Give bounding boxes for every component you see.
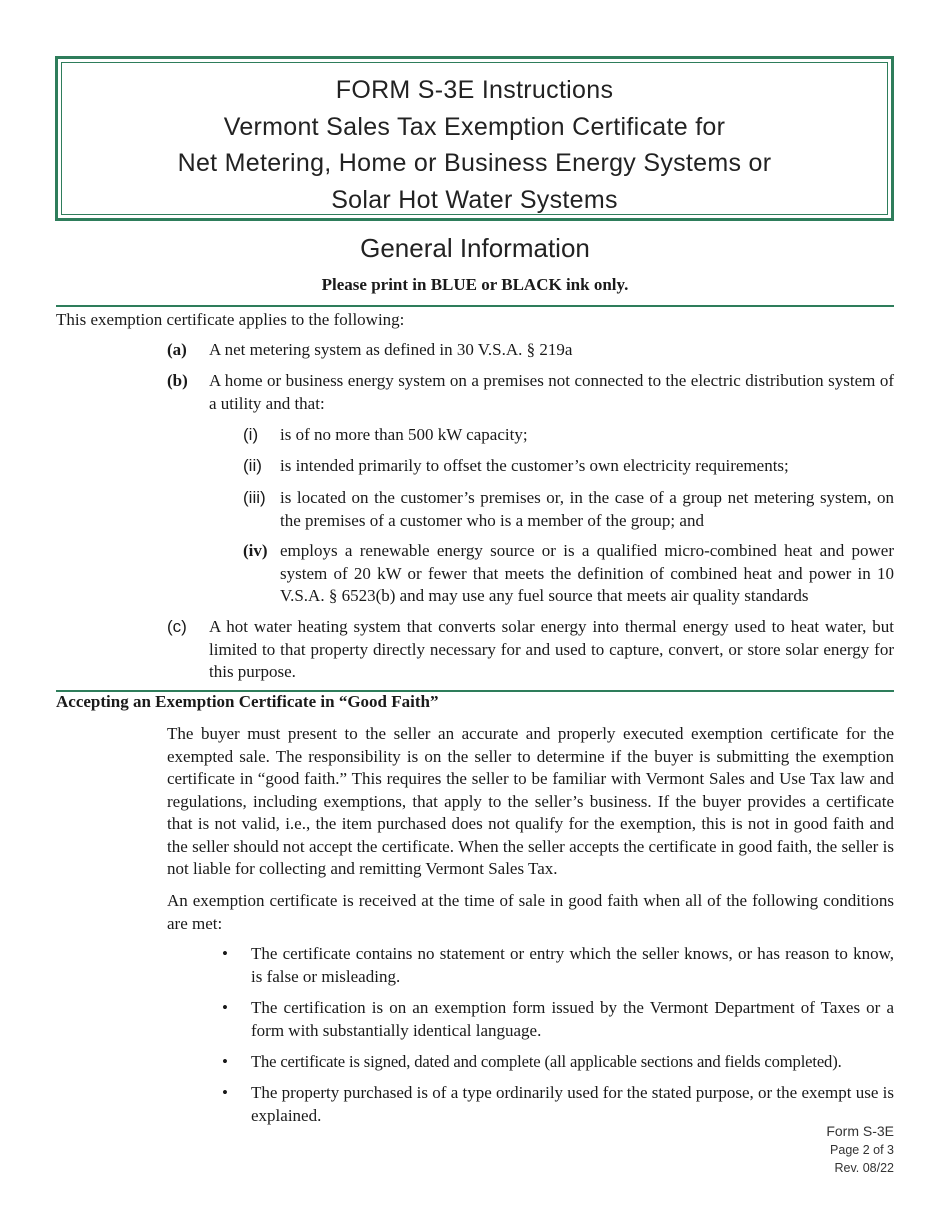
subitem-label-iii: (iii) <box>243 488 266 507</box>
subitem-text-iv: employs a renewable energy source or is a qualified micro-combined heat and power system of 20 kW or fewer that meets the definition of combined heat and power in 10 V.S.A. § 6523(b) and may use any fuel source that meets air quality standards <box>280 541 894 605</box>
condition-item: The property purchased is of a type ordinarily used for the stated purpose, or the exempt use is explained. <box>251 1083 894 1125</box>
subitem-text-iii: is located on the customer’s premises or, in the case of a group net metering system, on the premises of a customer who is a member of the group; and <box>280 488 894 530</box>
form-title <box>61 62 888 215</box>
good-faith-paragraph-1: The buyer must present to the seller an accurate and properly executed exemption certificate for the exempted sale. The responsibility is on the seller to determine if the buyer is submitting the exemption certificate in “good faith.” This requires the seller to be familiar with Vermont Sales and Use Tax law and regulations, including exemptions, that apply to the seller’s business. If the buyer provides a certificate that is not valid, i.e., the item purchased does not qualify for the exemption, this is not in good faith and the seller should not accept the certificate. When the seller accepts the certificate in good faith, the seller is not liable for collecting and remitting Vermont Sales Tax. <box>167 724 894 878</box>
page-footer <box>826 1122 894 1177</box>
item-label-c: (c) <box>167 617 187 636</box>
condition-item: The certification is on an exemption form issued by the Vermont Department of Taxes or a form with substantially identical language. <box>251 998 894 1040</box>
bullet-icon: • <box>222 1083 228 1102</box>
item-text-c: A hot water heating system that converts solar energy into thermal energy used to heat water, but limited to that property directly necessary for and used to capture, convert, or store solar energy for this purpose. <box>209 617 894 681</box>
item-text-b: A home or business energy system on a premises not connected to the electric distribution system of a utility and that: <box>209 371 894 413</box>
item-label-b: (b) <box>167 371 188 390</box>
subitem-label-i: (i) <box>243 425 259 444</box>
section-heading-good-faith: Accepting an Exemption Certificate in “Good Faith” <box>56 692 439 711</box>
subitem-label-iv: (iv) <box>243 541 268 560</box>
form-title-line: Solar Hot Water Systems <box>331 185 618 214</box>
section-title-general-information: General Information <box>360 233 590 263</box>
footer-form-number: Form S-3E <box>826 1123 894 1139</box>
subitem-label-ii: (ii) <box>243 456 262 475</box>
item-text-a: A net metering system as defined in 30 V.S.A. § 219a <box>209 340 573 359</box>
condition-item: The certificate is signed, dated and complete (all applicable sections and fields completed). <box>251 1052 842 1071</box>
condition-item: The certificate contains no statement or entry which the seller knows, or has reason to know, is false or misleading. <box>251 944 894 986</box>
intro-text: This exemption certificate applies to the following: <box>56 310 405 329</box>
bullet-icon: • <box>222 944 228 963</box>
form-title-line: FORM S-3E Instructions <box>335 76 614 104</box>
good-faith-paragraph-2: An exemption certificate is received at the time of sale in good faith when all of the following conditions are met: <box>167 891 894 933</box>
form-title-line: Net Metering, Home or Business Energy Systems or <box>177 149 772 177</box>
ink-instruction: Please print in BLUE or BLACK ink only. <box>321 275 629 294</box>
footer-revision: Rev. 08/22 <box>834 1161 894 1175</box>
item-label-a: (a) <box>167 340 187 359</box>
section-divider <box>56 305 894 307</box>
subitem-text-i: is of no more than 500 kW capacity; <box>280 425 528 444</box>
form-title-box <box>55 56 894 221</box>
subitem-text-ii: is intended primarily to offset the customer’s own electricity requirements; <box>280 456 789 475</box>
bullet-icon: • <box>222 1052 228 1071</box>
bullet-icon: • <box>222 998 228 1017</box>
footer-page-number: Page 2 of 3 <box>830 1143 894 1157</box>
form-title-line: Vermont Sales Tax Exemption Certificate for <box>223 112 726 141</box>
